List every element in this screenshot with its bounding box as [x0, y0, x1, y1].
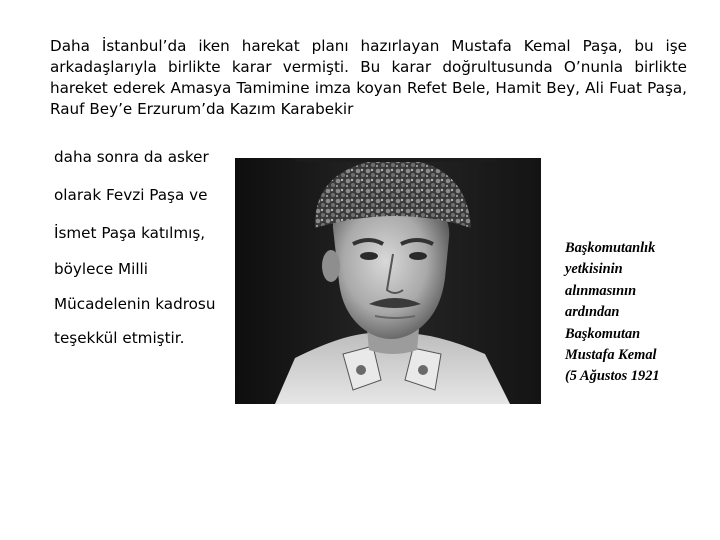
continuation-line: daha sonra da asker	[54, 148, 209, 166]
continuation-line: böylece Milli	[54, 260, 148, 278]
caption-line: (5 Ağustos 1921	[565, 368, 660, 385]
continuation-line: Mücadelenin kadrosu	[54, 295, 216, 313]
caption-line: Başkomutanlık	[565, 240, 656, 256]
caption-line: yetkisinin	[565, 261, 623, 278]
intro-paragraph: Daha İstanbul’da iken harekat planı hazırlayan Mustafa Kemal Paşa, bu işe arkadaşlarıyla birlikte karar vermişti. Bu karar doğrultusunda O’nunla birlikte hareket ederek Amasya Tamimine imza koyan Refet Bele, Hamit Bey, Ali Fuat Paşa, Rauf Bey’e Erzurum’da Kazım Karabekir	[50, 37, 687, 118]
portrait-illustration	[235, 158, 541, 404]
caption-line: ardından	[565, 304, 620, 321]
continuation-line: İsmet Paşa katılmış,	[54, 224, 206, 242]
caption-line: alınmasının	[565, 282, 637, 299]
photo-caption	[565, 238, 715, 388]
caption-line: Mustafa Kemal	[565, 347, 657, 364]
portrait-photo	[235, 158, 541, 404]
continuation-line: olarak Fevzi Paşa ve	[54, 186, 208, 204]
caption-line: Başkomutan	[565, 325, 641, 342]
continuation-line: teşekkül etmiştir.	[54, 329, 185, 347]
